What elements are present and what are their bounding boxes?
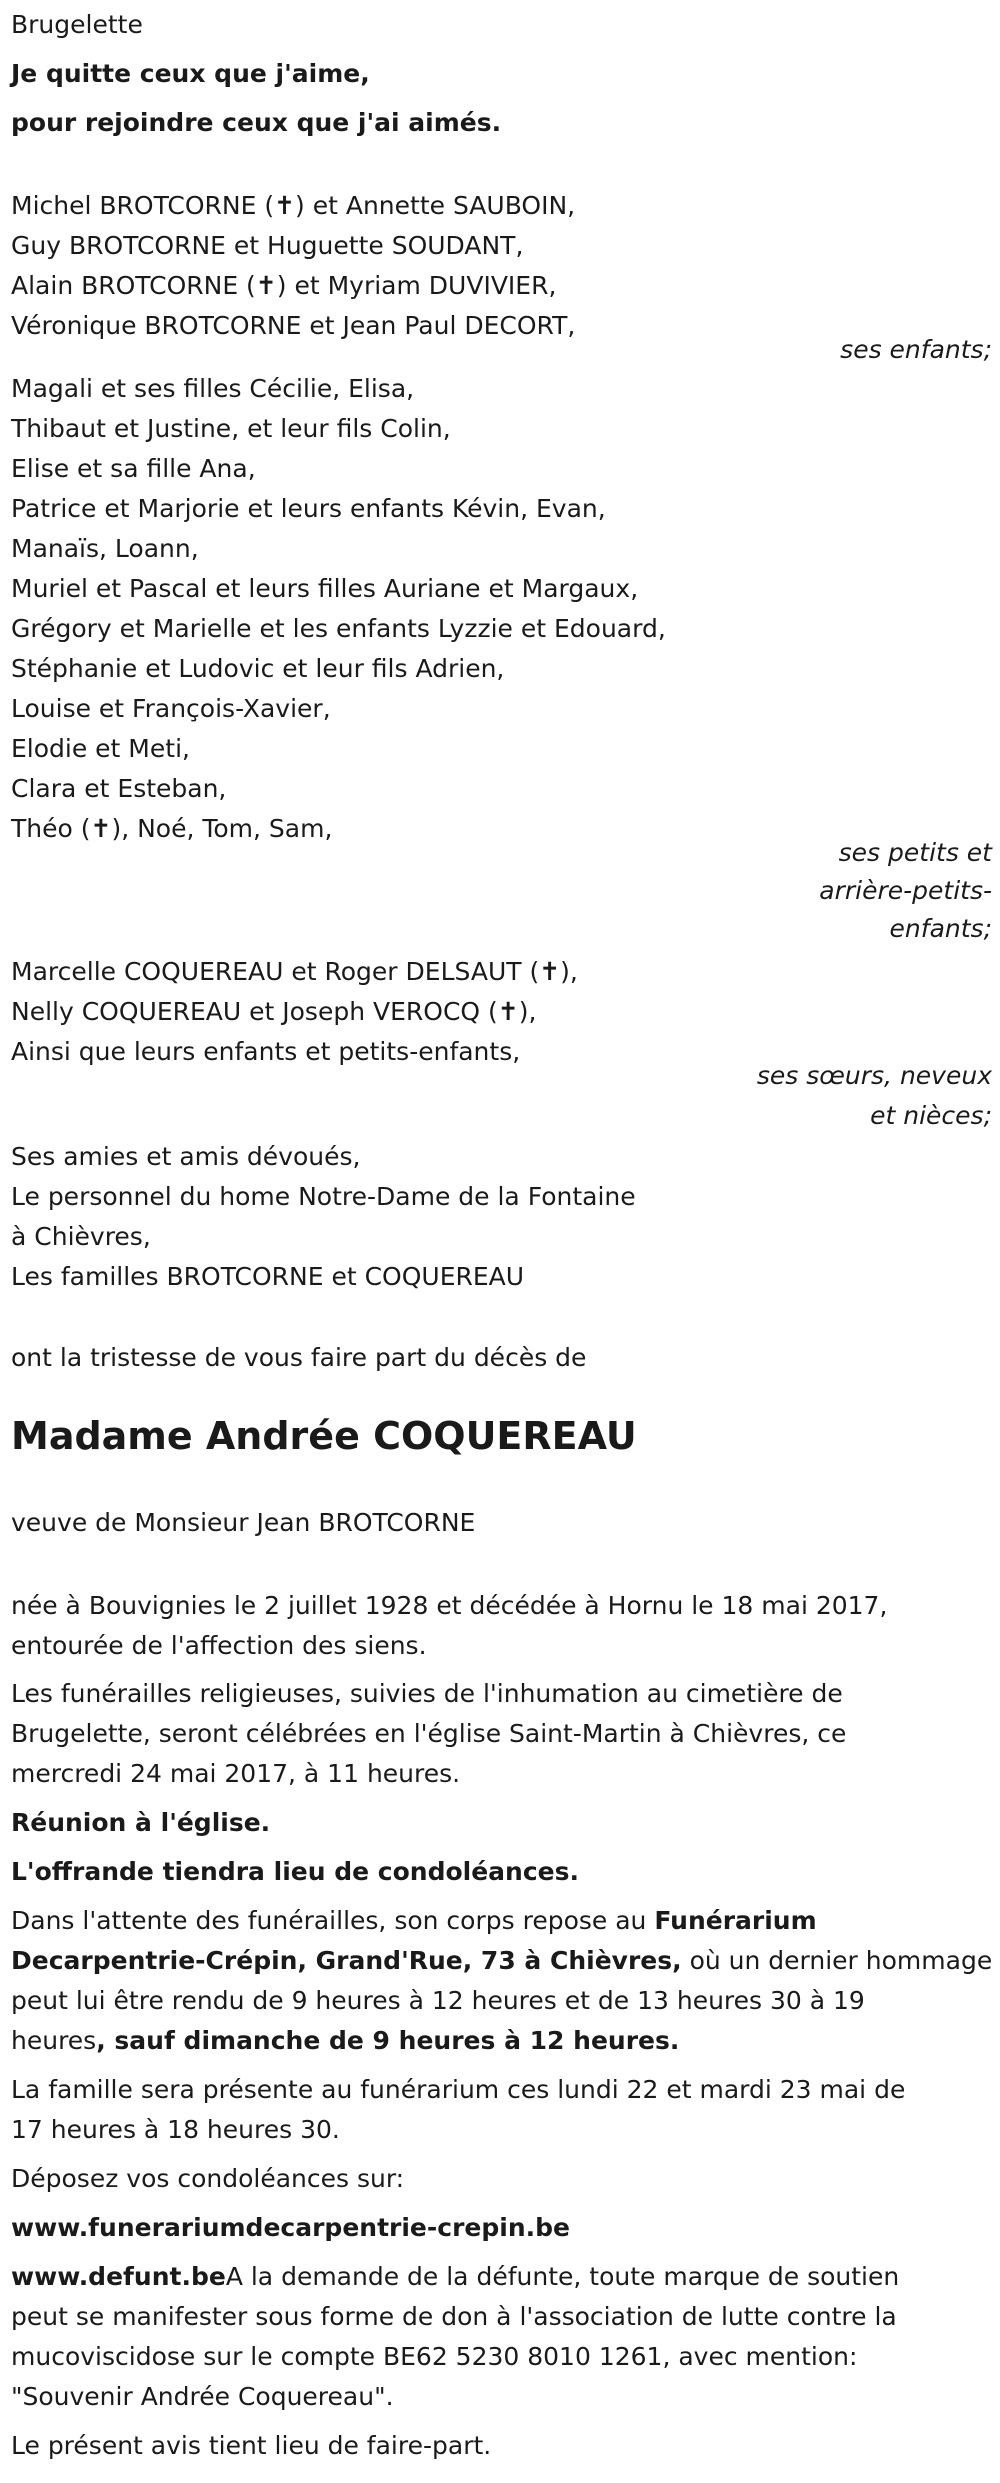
- siblings-label: ses sœurs, neveux: [756, 1061, 992, 1090]
- rest-line: [11, 1904, 817, 1938]
- grandchild-line: Patrice et Marjorie et leurs enfants Kévin, Evan,: [11, 494, 606, 523]
- family-presence-line: La famille sera présente au funérarium ces lundi 22 et mardi 23 mai de: [11, 2075, 906, 2104]
- grandchildren-label: arrière-petits-: [819, 876, 992, 905]
- rest-line: peut lui être rendu de 9 heures à 12 heures et de 13 heures 30 à 19: [11, 1986, 865, 2015]
- condolences-label: Déposez vos condoléances sur:: [11, 2164, 405, 2193]
- grandchild-line: Elodie et Meti,: [11, 734, 190, 763]
- sibling-line: Nelly COQUEREAU et Joseph VEROCQ (✝),: [11, 997, 537, 1026]
- funeral-line: Les funérailles religieuses, suivies de l'inhumation au cimetière de: [11, 1679, 843, 1708]
- grandchildren-label: enfants;: [889, 914, 992, 943]
- website-link[interactable]: www.funerariumdecarpentrie-crepin.be: [11, 2213, 570, 2242]
- rest-line: [11, 1944, 992, 1978]
- donation-line: "Souvenir Andrée Coquereau".: [11, 2382, 394, 2411]
- donation-text: A la demande de la défunte, toute marque de soutien: [225, 2262, 900, 2291]
- deceased-name: Madame Andrée COQUEREAU: [11, 1414, 637, 1458]
- rest-text: où un dernier hommage: [681, 1946, 993, 1975]
- website-link[interactable]: www.defunt.be: [11, 2262, 226, 2291]
- others-line: à Chièvres,: [11, 1222, 151, 1251]
- grandchild-line: Muriel et Pascal et leurs filles Auriane et Margaux,: [11, 574, 639, 603]
- funeral-line: mercredi 24 mai 2017, à 11 heures.: [11, 1759, 461, 1788]
- quote-line-1: Je quitte ceux que j'aime,: [11, 59, 370, 88]
- sunday-hours: , sauf dimanche de 9 heures à 12 heures.: [96, 2026, 680, 2055]
- rest-text: Dans l'attente des funérailles, son corps repose au: [11, 1906, 655, 1935]
- sibling-line: Ainsi que leurs enfants et petits-enfants,: [11, 1037, 521, 1066]
- funeral-line: Brugelette, seront célébrées en l'église Saint-Martin à Chièvres, ce: [11, 1719, 847, 1748]
- grandchild-line: Thibaut et Justine, et leur fils Colin,: [11, 414, 451, 443]
- donation-line: [11, 2260, 899, 2294]
- grandchild-line: Stéphanie et Ludovic et leur fils Adrien,: [11, 654, 505, 683]
- rest-line: [11, 2024, 679, 2058]
- child-line: Guy BROTCORNE et Huguette SOUDANT,: [11, 231, 524, 260]
- grandchildren-label: ses petits et: [838, 838, 992, 867]
- sibling-line: Marcelle COQUEREAU et Roger DELSAUT (✝),: [11, 957, 578, 986]
- grandchild-line: Elise et sa fille Ana,: [11, 454, 256, 483]
- others-line: Le personnel du home Notre-Dame de la Fontaine: [11, 1182, 636, 1211]
- funerarium-name: Funérarium: [654, 1906, 817, 1935]
- funerarium-address: Decarpentrie-Crépin, Grand'Rue, 73 à Chièvres,: [11, 1946, 682, 1975]
- rest-text: heures: [11, 2026, 97, 2055]
- child-line: Alain BROTCORNE (✝) et Myriam DUVIVIER,: [11, 271, 557, 300]
- others-line: Ses amies et amis dévoués,: [11, 1142, 361, 1171]
- donation-line: mucoviscidose sur le compte BE62 5230 8010 1261, avec mention:: [11, 2342, 858, 2371]
- closing-note: Le présent avis tient lieu de faire-part.: [11, 2431, 492, 2460]
- grandchild-line: Théo (✝), Noé, Tom, Sam,: [11, 814, 333, 843]
- place-name: Brugelette: [11, 10, 143, 39]
- birth-death-line: entourée de l'affection des siens.: [11, 1631, 427, 1660]
- grandchild-line: Magali et ses filles Cécilie, Elisa,: [11, 374, 415, 403]
- quote-line-2: pour rejoindre ceux que j'ai aimés.: [11, 108, 502, 137]
- grandchild-line: Grégory et Marielle et les enfants Lyzzie et Edouard,: [11, 614, 666, 643]
- family-presence-line: 17 heures à 18 heures 30.: [11, 2115, 340, 2144]
- child-line: Michel BROTCORNE (✝) et Annette SAUBOIN,: [11, 191, 576, 220]
- meeting-note: Réunion à l'église.: [11, 1808, 271, 1837]
- others-line: Les familles BROTCORNE et COQUEREAU: [11, 1262, 525, 1291]
- announcement: ont la tristesse de vous faire part du décès de: [11, 1343, 587, 1372]
- child-line: Véronique BROTCORNE et Jean Paul DECORT,: [11, 311, 576, 340]
- children-label: ses enfants;: [840, 335, 992, 364]
- offering-note: L'offrande tiendra lieu de condoléances.: [11, 1857, 579, 1886]
- grandchild-line: Clara et Esteban,: [11, 774, 227, 803]
- grandchild-line: Louise et François-Xavier,: [11, 694, 331, 723]
- siblings-label: et nièces;: [870, 1101, 992, 1130]
- birth-death-line: née à Bouvignies le 2 juillet 1928 et décédée à Hornu le 18 mai 2017,: [11, 1591, 888, 1620]
- widow-of: veuve de Monsieur Jean BROTCORNE: [11, 1508, 476, 1537]
- donation-line: peut se manifester sous forme de don à l'association de lutte contre la: [11, 2302, 897, 2331]
- grandchild-line: Manaïs, Loann,: [11, 534, 199, 563]
